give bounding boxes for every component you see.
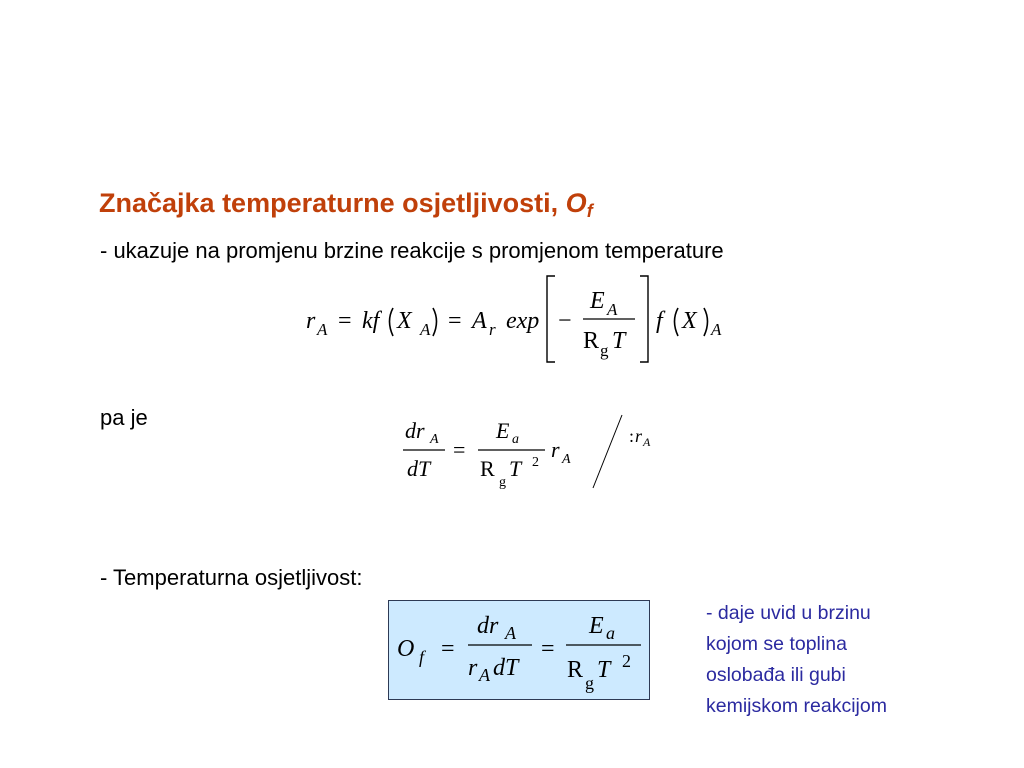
eq1-E: E [590,288,605,314]
eq2-dT: dT [407,456,431,481]
eq3-dr: dr [477,613,499,639]
eq2-T-exp: 2 [532,455,539,470]
equation-rate-derivative [395,410,675,495]
eq3-T-exp: 2 [622,651,631,671]
eq1-X-sub: A [420,320,431,339]
eq2-R-sub: g [499,475,506,490]
eq2-T: T [509,456,522,481]
eq1-kf: kf [362,308,380,334]
eq3-dT: dT [493,655,519,681]
explanatory-note [706,598,966,722]
note-line: kemijskom reakcijom [706,695,887,717]
description-line: - ukazuje na promjenu brzine reakcije s promjenom temperature [100,238,724,263]
eq2-R: R [480,456,495,481]
eq1-Ar: A [472,308,487,334]
equation-rate-law [300,268,740,368]
eq1-bracket-close [640,276,648,362]
eq1-f: f [656,308,663,334]
eq1-r-sub: A [317,320,328,339]
eq3-T: T [597,657,611,683]
eq3-O: O [397,636,415,662]
eq2-dr-sub: A [430,432,439,447]
heading-text: Značajka temperaturne osjetljivosti, [99,188,566,218]
eq1-X: X [397,308,412,334]
note-line: kojom se toplina [706,633,847,655]
eq2-divisor-r-sub: A [643,435,651,449]
eq1-T: T [612,328,626,354]
eq3-dr-sub: A [505,623,516,643]
eq1-R-sub: g [600,341,609,360]
heading-symbol: O [565,188,587,218]
heading-symbol-subscript: f [586,201,593,221]
pa-je-text: pa je [100,405,148,430]
eq1-r: r [306,308,316,334]
eq2-E-sub: a [512,432,519,447]
eq2-r-sub: A [562,452,571,467]
sensitivity-formula-box [388,600,650,700]
eq2-E: E [496,418,510,443]
eq1-Ar-sub: r [489,320,496,339]
eq3-E: E [589,613,604,639]
eq1-paren-close-1 [433,308,437,336]
temperature-sensitivity-label: - Temperaturna osjetljivost: [100,565,363,590]
equation-sensitivity [389,601,651,701]
eq2-division-slash [593,415,622,488]
eq2-divisor-r: r [635,426,643,446]
eq1-bracket-open [547,276,555,362]
eq3-O-sub: f [419,647,425,667]
eq1-minus: − [558,308,572,334]
eq1-X2: X [682,308,697,334]
note-line: - daje uvid u brzinu [706,602,871,624]
eq3-equals-1: = [441,636,455,662]
eq3-r: r [468,655,478,681]
eq2-equals: = [453,437,466,462]
eq2-colon: : [629,426,635,446]
eq1-equals-1: = [338,308,352,334]
eq3-R-sub: g [585,673,594,693]
eq1-paren-close-2 [704,308,708,336]
eq1-X2-sub: A [711,320,722,339]
eq2-r: r [551,437,560,462]
eq3-E-sub: a [606,623,615,643]
eq1-paren-open-2 [675,308,679,336]
eq1-exp: exp [506,308,540,334]
eq3-R: R [567,657,584,683]
eq1-R: R [583,328,600,354]
eq3-equals-2: = [541,636,555,662]
section-heading [99,188,593,222]
note-line: oslobađa ili gubi [706,664,846,686]
eq1-E-sub: A [607,300,618,319]
eq1-equals-2: = [448,308,462,334]
eq2-dr: dr [405,418,425,443]
eq3-r-sub: A [479,665,490,685]
eq1-paren-open-1 [390,308,394,336]
